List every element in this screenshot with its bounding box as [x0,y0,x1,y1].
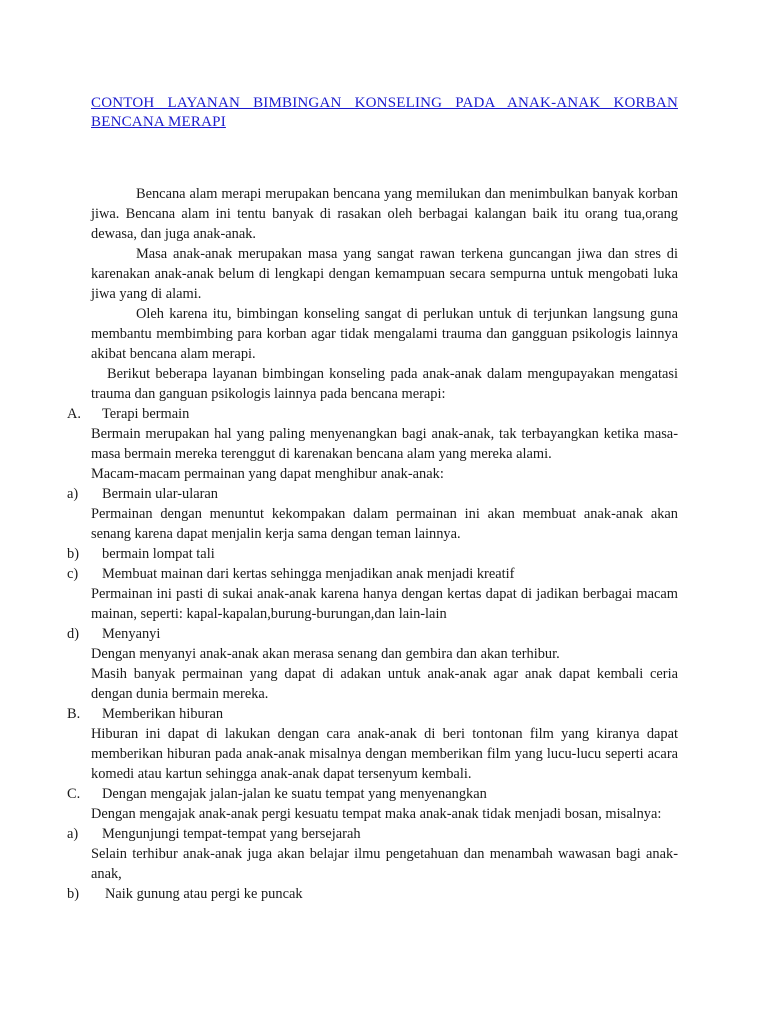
section-heading-text: Dengan mengajak jalan-jalan ke suatu tempat yang menyenangkan [102,786,487,802]
list-item-label: bermain lompat tali [102,546,215,562]
list-item-label: Membuat mainan dari kertas sehingga menjadikan anak menjadi kreatif [102,566,515,582]
list-item-heading [67,884,678,904]
list-item-heading [67,824,678,844]
section-marker: A. [67,406,81,422]
document-body [67,184,678,904]
list-item-label: Menyanyi [102,626,161,642]
list-marker: d) [67,626,79,642]
list-marker: b) [67,886,79,902]
list-marker: b) [67,546,79,562]
section-a-heading [67,404,678,424]
paragraph-counseling: Oleh karena itu, bimbingan konseling sangat di perlukan untuk di terjunkan langsung guna membantu membimbing para korban agar tidak mengalami trauma dan gangguan psikologis lainnya akibat bencana alam merapi. [91,306,678,362]
section-b-heading [67,704,678,724]
list-item-text: Permainan ini pasti di sukai anak-anak karena hanya dengan kertas dapat di jadikan berbagai macam mainan, seperti: kapal-kapalan,burung-burungan,dan lain-lain [91,586,678,622]
paragraph-services: Berikut beberapa layanan bimbingan konseling pada anak-anak dalam mengupayakan mengatasi trauma dan ganguan psikologis lainnya pada bencana merapi: [91,366,678,402]
list-item-text: Selain terhibur anak-anak juga akan belajar ilmu pengetahuan dan menambah wawasan bagi anak-anak, [91,846,678,882]
section-c-heading [67,784,678,804]
section-a-text-2: Macam-macam permainan yang dapat menghibur anak-anak: [91,466,444,482]
list-item-label: Bermain ular-ularan [102,486,218,502]
list-item-heading [67,484,678,504]
list-marker: a) [67,826,79,842]
list-item-label: Mengunjungi tempat-tempat yang bersejarah [102,826,361,842]
paragraph-intro: Bencana alam merapi merupakan bencana yang memilukan dan menimbulkan banyak korban jiwa. Bencana alam ini tentu banyak di rasakan oleh berbagai kalangan baik itu orang tua,orang dewasa, dan juga anak-anak. [91,186,678,242]
document-title: CONTOH LAYANAN BIMBINGAN KONSELING PADA ANAK-ANAK KORBAN BENCANA MERAPI [91,95,678,130]
section-heading-text: Terapi bermain [102,406,190,422]
list-item-text: Permainan dengan menuntut kekompakan dalam permainan ini akan membuat anak-anak akan senang karena dapat menjalin kerja sama dengan teman lainnya. [91,506,678,542]
section-a-text: Bermain merupakan hal yang paling menyenangkan bagi anak-anak, tak terbayangkan ketika masa-masa bermain mereka terenggut di karenakan bencana alam yang mereka alami. [91,426,678,462]
list-item-heading [67,564,678,584]
list-item-text: Dengan menyanyi anak-anak akan merasa senang dan gembira dan akan terhibur. [91,646,560,662]
section-heading-text: Memberikan hiburan [102,706,224,722]
list-item-text-2: Masih banyak permainan yang dapat di adakan untuk anak-anak agar anak dapat kembali ceria dengan dunia bermain mereka. [91,666,678,702]
section-marker: C. [67,786,81,802]
paragraph-children: Masa anak-anak merupakan masa yang sangat rawan terkena guncangan jiwa dan stres di karenakan anak-anak belum di lengkapi dengan kemampuan secara sempurna untuk mengobati luka jiwa yang di alami. [91,246,678,302]
section-marker: B. [67,706,81,722]
list-item-heading [67,544,678,564]
list-item-label: Naik gunung atau pergi ke puncak [105,886,303,902]
section-c-text: Dengan mengajak anak-anak pergi kesuatu tempat maka anak-anak tidak menjadi bosan, misalnya: [91,806,662,822]
list-marker: c) [67,566,79,582]
list-marker: a) [67,486,79,502]
list-item-heading [67,624,678,644]
section-b-text: Hiburan ini dapat di lakukan dengan cara anak-anak di beri tontonan film yang kiranya dapat memberikan hiburan pada anak-anak misalnya dengan memberikan film yang lucu-lucu seperti acara komedi atau kartun sehingga anak-anak dapat tersenyum kembali. [91,726,678,782]
